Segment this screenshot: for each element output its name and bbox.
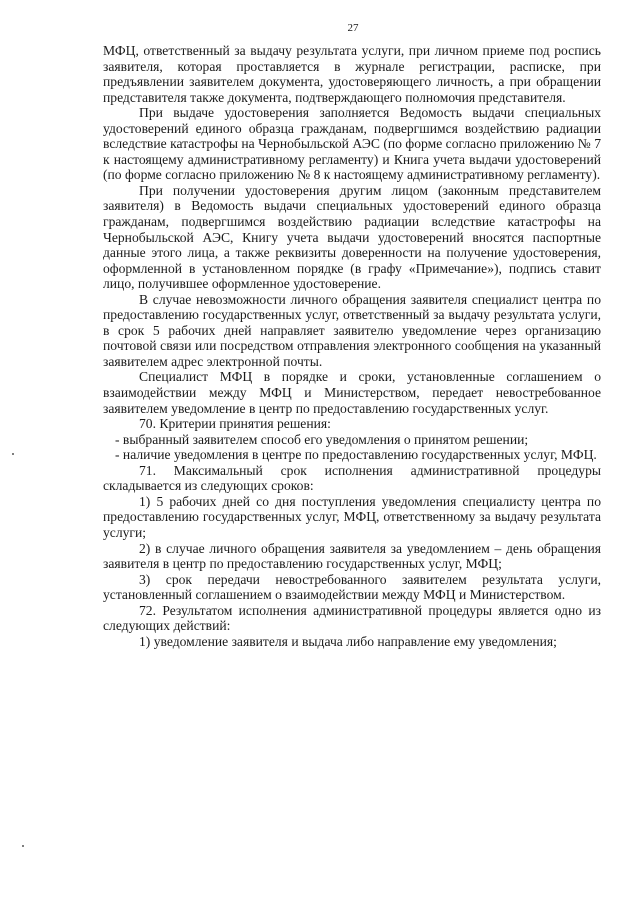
paragraph-representative: При получении удостоверения другим лицом (законным представителем заявителя) в Ведомость выдачи специальных удостоверений единого образца гражданам, подвергшимся воздействию радиации вследствие катастрофы на Чернобыльской АЭС, Книгу учета выдачи удостоверений вносятся паспортные данные этого лица, а также реквизиты доверенности на получение удостоверения, оформленной в установленном порядке (в графу «Примечание»), подпись ставит лицо, получившее оформленное удостоверение. <box>103 182 601 292</box>
clause-70-item-1: - выбранный заявителем способ его уведомления о принятом решении; <box>115 431 529 447</box>
paragraph-issuance-ledger: При выдаче удостоверения заполняется Ведомость выдачи специальных удостоверений единого образца гражданам, подвергшимся воздействию радиации вследствие катастрофы на Чернобыльской АЭС (по форме согласно приложению № 7 к настоящему административному регламенту) и Книга учета выдачи удостоверений (по форме согласно приложению № 8 к настоящему административному регламенту). <box>103 105 601 183</box>
clause-71-item-1: 1) 5 рабочих дней со дня поступления уведомления специалисту центра по предоставлению государственных услуг, МФЦ, ответственному за выдачу результата услуги; <box>103 493 601 540</box>
clause-71-item-3: 3) срок передачи невостребованного заявителем результата услуги, установленный соглашением о взаимодействии между МФЦ и Министерством. <box>103 571 601 603</box>
scan-speck <box>22 845 24 847</box>
clause-72-item-1: 1) уведомление заявителя и выдача либо направление ему уведомления; <box>139 633 557 649</box>
clause-71-heading: 71. Максимальный срок исполнения административной процедуры складывается из следующих сроков: <box>103 462 601 494</box>
paragraph-continuation: МФЦ, ответственный за выдачу результата услуги, при личном приеме под роспись заявителя, которая проставляется в журнале регистрации, расписке, при предъявлении заявителем документа, удостоверяющего личность, а при обращении представителя также документа, подтверждающего полномочия представителя. <box>103 43 601 105</box>
clause-71-item-2: 2) в случае личного обращения заявителя за уведомлением – день обращения заявителя в центр по предоставлению государственных услуг, МФЦ; <box>103 540 601 572</box>
paragraph-notification: В случае невозможности личного обращения заявителя специалист центра по предоставлению государственных услуг, ответственный за выдачу результата услуги, в срок 5 рабочих дней направляет заявителю уведомление через организацию почтовой связи или посредством отправления электронного сообщения на указанный заявителем адрес электронной почты. <box>103 291 601 369</box>
scan-speck <box>12 453 14 455</box>
clause-70-heading: 70. Критерии принятия решения: <box>139 416 331 432</box>
document-body <box>103 43 601 649</box>
paragraph-mfc-transfer: Специалист МФЦ в порядке и сроки, установленные соглашением о взаимодействии между МФЦ и Министерством, передает невостребованное заявителем уведомление в центр по предоставлению государственных услуг. <box>103 369 601 416</box>
clause-72-heading: 72. Результатом исполнения административной процедуры является одно из следующих действий: <box>103 602 601 634</box>
clause-70-item-2: - наличие уведомления в центре по предоставлению государственных услуг, МФЦ. <box>115 447 597 463</box>
page-number: 27 <box>347 22 359 34</box>
